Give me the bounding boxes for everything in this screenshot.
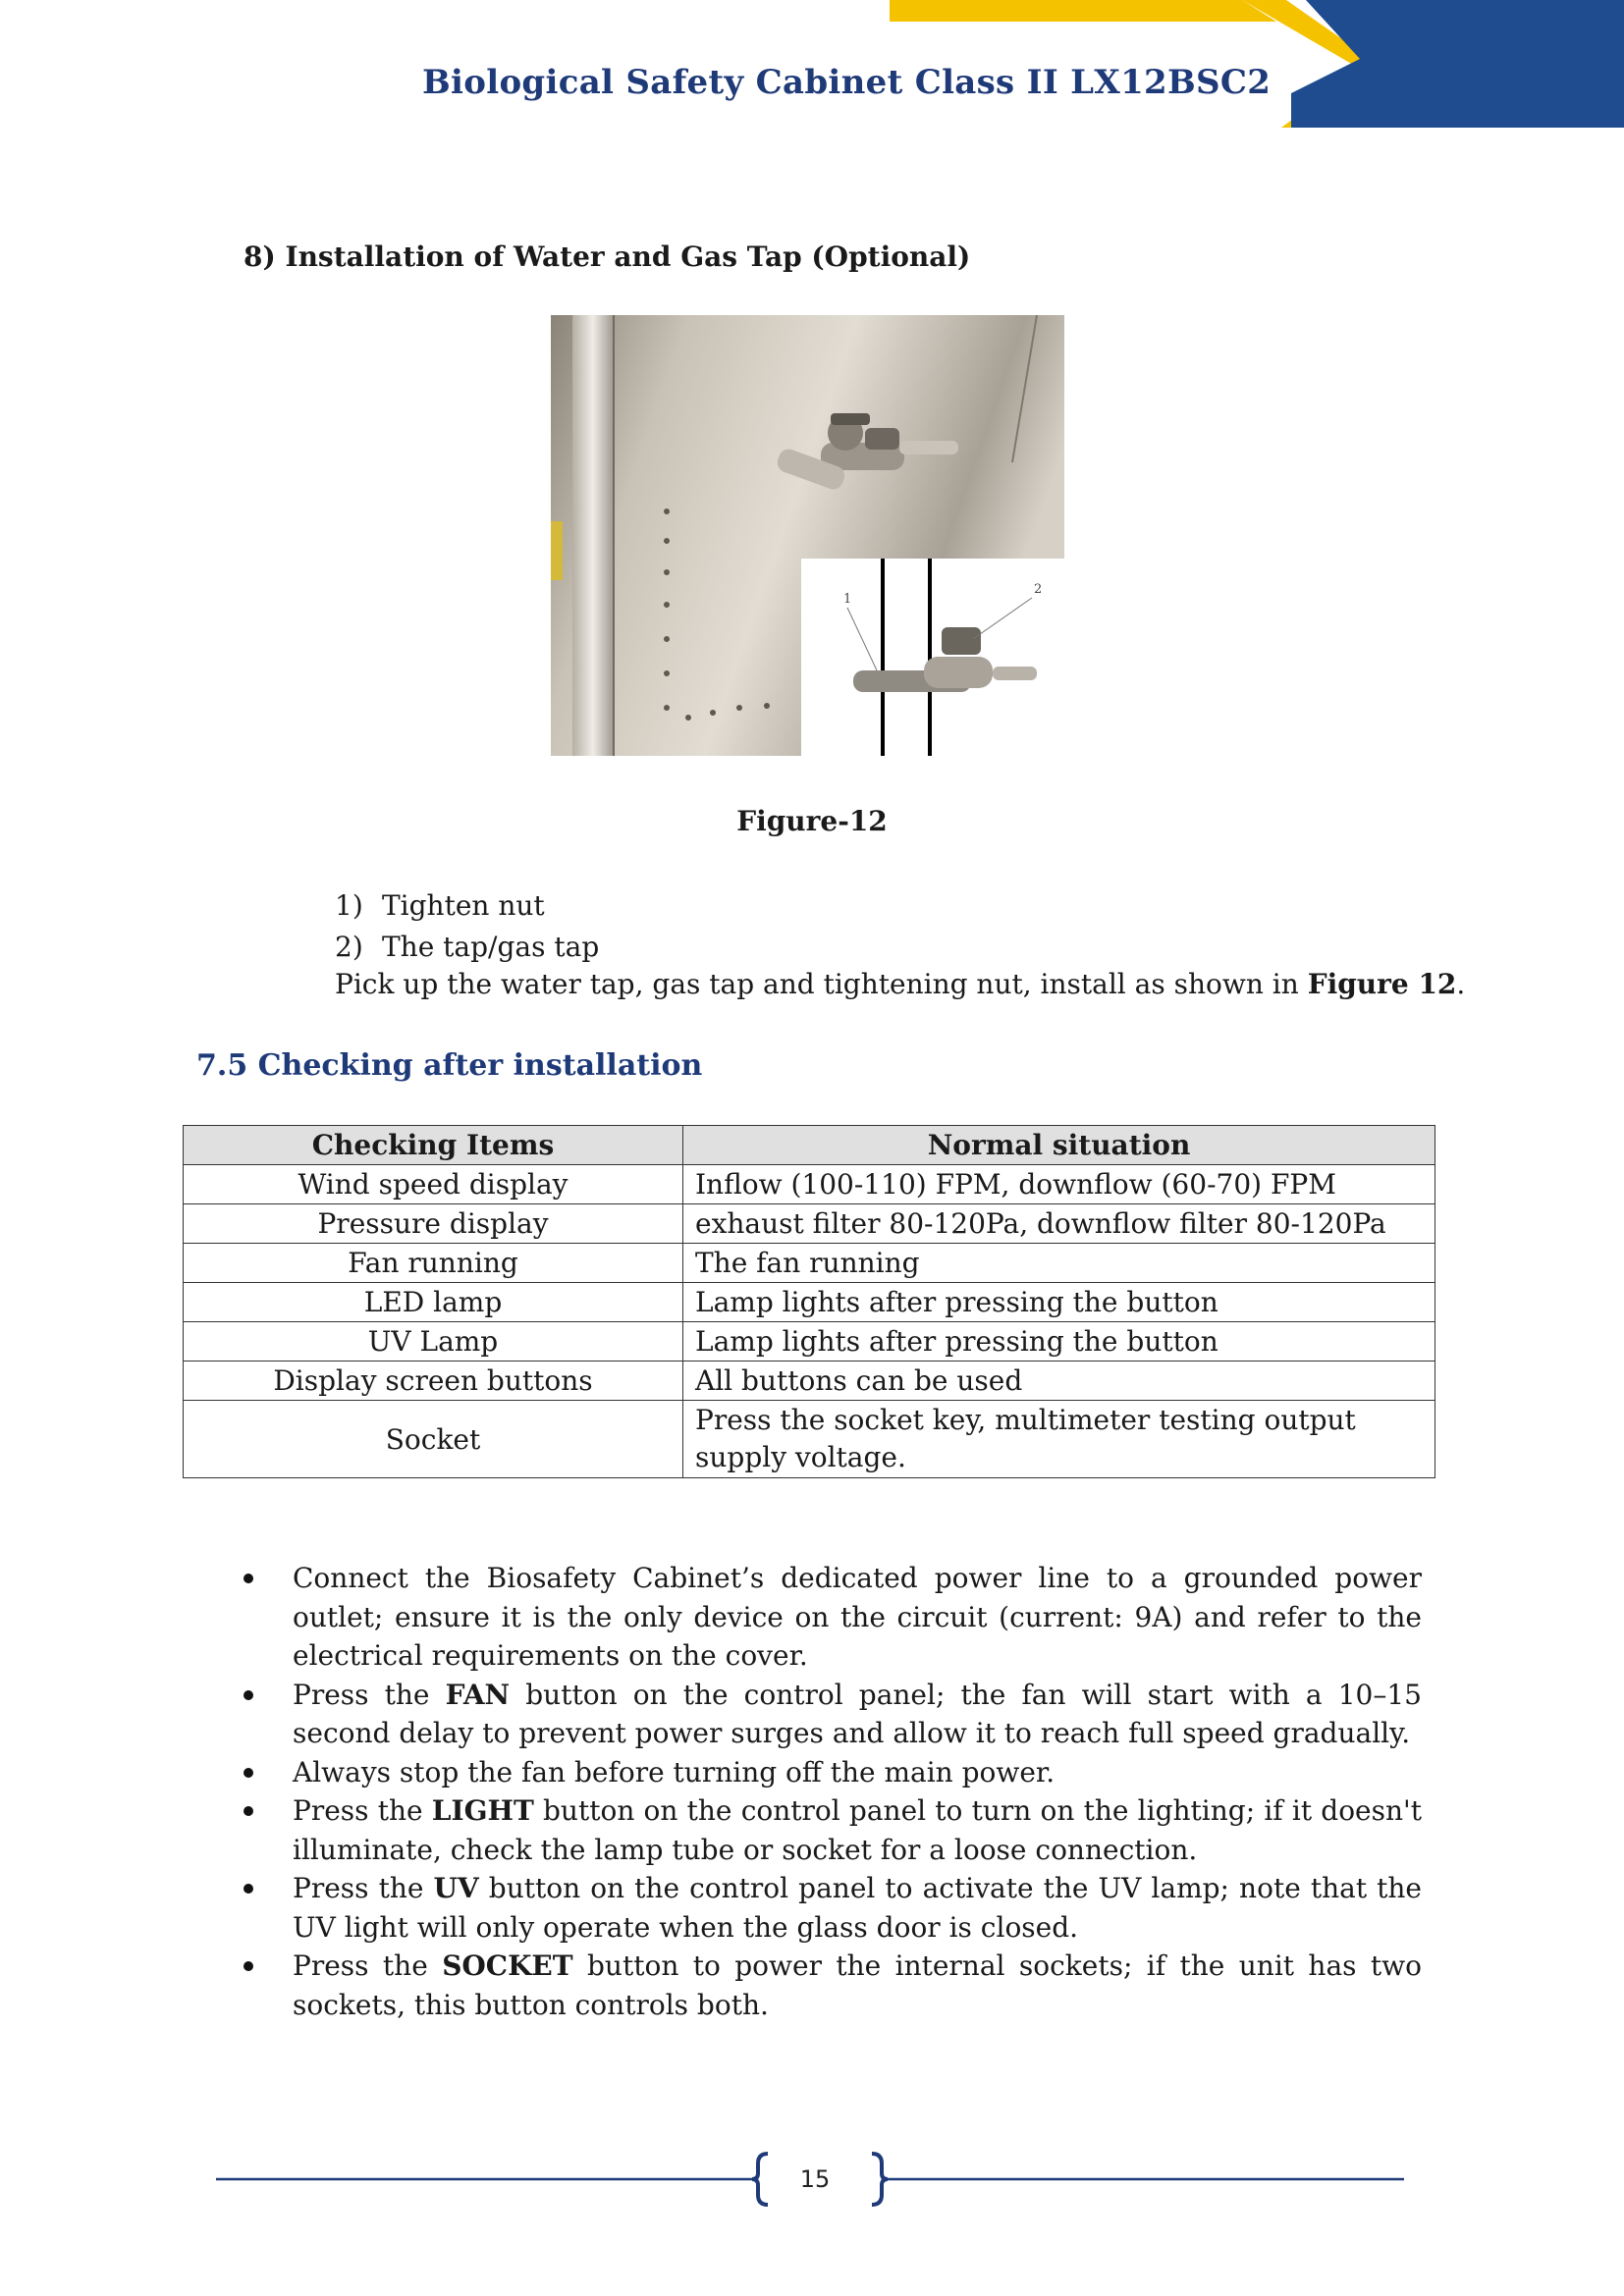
header-banner-graphic bbox=[884, 0, 1624, 128]
table-row bbox=[184, 1244, 1435, 1283]
list-item bbox=[244, 1753, 1422, 1792]
table-row bbox=[184, 1283, 1435, 1322]
list-item bbox=[244, 1676, 1422, 1753]
table-cell: Socket bbox=[184, 1401, 683, 1478]
bullet-text: button to power the internal sockets; if the unit has two sockets, this button controls both. bbox=[293, 1949, 1422, 2021]
instruction-text: Pick up the water tap, gas tap and tightening nut, install as shown in bbox=[335, 968, 1308, 1000]
table-cell: Lamp lights after pressing the button bbox=[683, 1283, 1435, 1322]
table-row bbox=[184, 1401, 1435, 1478]
list-item-number: 2) bbox=[335, 931, 363, 963]
bullet-keyword: UV bbox=[433, 1872, 479, 1904]
table-cell: UV Lamp bbox=[184, 1322, 683, 1362]
bullet-icon bbox=[244, 1690, 253, 1700]
section-8-heading: 8) Installation of Water and Gas Tap (Optional) bbox=[244, 240, 971, 273]
table-cell: Pressure display bbox=[184, 1204, 683, 1244]
bullet-text: Press the bbox=[293, 1794, 432, 1827]
bullet-keyword: FAN bbox=[445, 1678, 511, 1711]
table-row bbox=[184, 1322, 1435, 1362]
bullet-icon bbox=[244, 1806, 253, 1816]
bullet-text: Press the bbox=[293, 1949, 443, 1982]
list-item bbox=[335, 927, 599, 968]
install-instruction bbox=[335, 968, 1465, 1000]
table-cell: LED lamp bbox=[184, 1283, 683, 1322]
table-cell: The fan running bbox=[683, 1244, 1435, 1283]
table-cell: Lamp lights after pressing the button bbox=[683, 1322, 1435, 1362]
inset-label-2: 2 bbox=[1034, 582, 1043, 597]
table-row bbox=[184, 1204, 1435, 1244]
table-row bbox=[184, 1165, 1435, 1204]
bullet-icon bbox=[244, 1884, 253, 1894]
bullet-text: Connect the Biosafety Cabinet’s dedicated power line to a grounded power outlet; ensure it is the only device on the circuit (current: 9A) and refer to the electrical requirements on the cover. bbox=[293, 1562, 1422, 1672]
table-cell: Fan running bbox=[184, 1244, 683, 1283]
instruction-period: . bbox=[1456, 968, 1466, 1000]
list-item bbox=[335, 885, 599, 927]
table-header-row bbox=[184, 1126, 1435, 1165]
table-cell: exhaust filter 80-120Pa, downflow filter 80-120Pa bbox=[683, 1204, 1435, 1244]
list-item-text: Tighten nut bbox=[382, 889, 545, 922]
column-header-checking-items: Checking Items bbox=[184, 1126, 683, 1165]
table-cell: Inflow (100-110) FPM, downflow (60-70) FPM bbox=[683, 1165, 1435, 1204]
list-item-number: 1) bbox=[335, 889, 363, 922]
bullet-keyword: SOCKET bbox=[442, 1949, 573, 1982]
figure-reference: Figure 12 bbox=[1307, 968, 1457, 1000]
checking-table bbox=[183, 1125, 1435, 1478]
list-item bbox=[244, 1869, 1422, 1947]
list-item bbox=[244, 1791, 1422, 1869]
bullet-text: button on the control panel to activate the UV lamp; note that the UV light will only operate when the glass door is closed. bbox=[293, 1872, 1422, 1944]
column-header-normal-situation: Normal situation bbox=[683, 1126, 1435, 1165]
water-gas-tap-photo bbox=[551, 315, 1064, 756]
section-7-5-heading: 7.5 Checking after installation bbox=[196, 1048, 703, 1083]
table-cell: Wind speed display bbox=[184, 1165, 683, 1204]
bullet-icon bbox=[244, 1768, 253, 1778]
table-row bbox=[184, 1362, 1435, 1401]
bullet-text: Press the bbox=[293, 1678, 446, 1711]
page-number: 15 bbox=[799, 2165, 831, 2193]
table-cell: All buttons can be used bbox=[683, 1362, 1435, 1401]
inset-label-1: 1 bbox=[843, 592, 852, 607]
numbered-list bbox=[335, 885, 599, 968]
bullet-text: Press the bbox=[293, 1872, 434, 1904]
bullet-icon bbox=[244, 1961, 253, 1971]
list-item-text: The tap/gas tap bbox=[382, 931, 600, 963]
bullet-icon bbox=[244, 1574, 253, 1583]
table-cell: Press the socket key, multimeter testing output supply voltage. bbox=[683, 1401, 1435, 1478]
list-item bbox=[244, 1559, 1422, 1676]
bullet-keyword: LIGHT bbox=[431, 1794, 534, 1827]
figure-caption: Figure-12 bbox=[736, 805, 888, 837]
bullet-text: button on the control panel; the fan will start with a 10–15 second delay to prevent power surges and allow it to reach full speed gradually. bbox=[293, 1678, 1422, 1749]
document-title: Biological Safety Cabinet Class II LX12BSC2 bbox=[422, 63, 1272, 102]
table-cell: Display screen buttons bbox=[184, 1362, 683, 1401]
list-item bbox=[244, 1947, 1422, 2024]
bullet-text: Always stop the fan before turning off the main power. bbox=[293, 1755, 1056, 1789]
bullet-text: button on the control panel to turn on the lighting; if it doesn't illuminate, check the lamp tube or socket for a loose connection. bbox=[293, 1794, 1422, 1866]
instruction-bullets bbox=[244, 1559, 1422, 2024]
